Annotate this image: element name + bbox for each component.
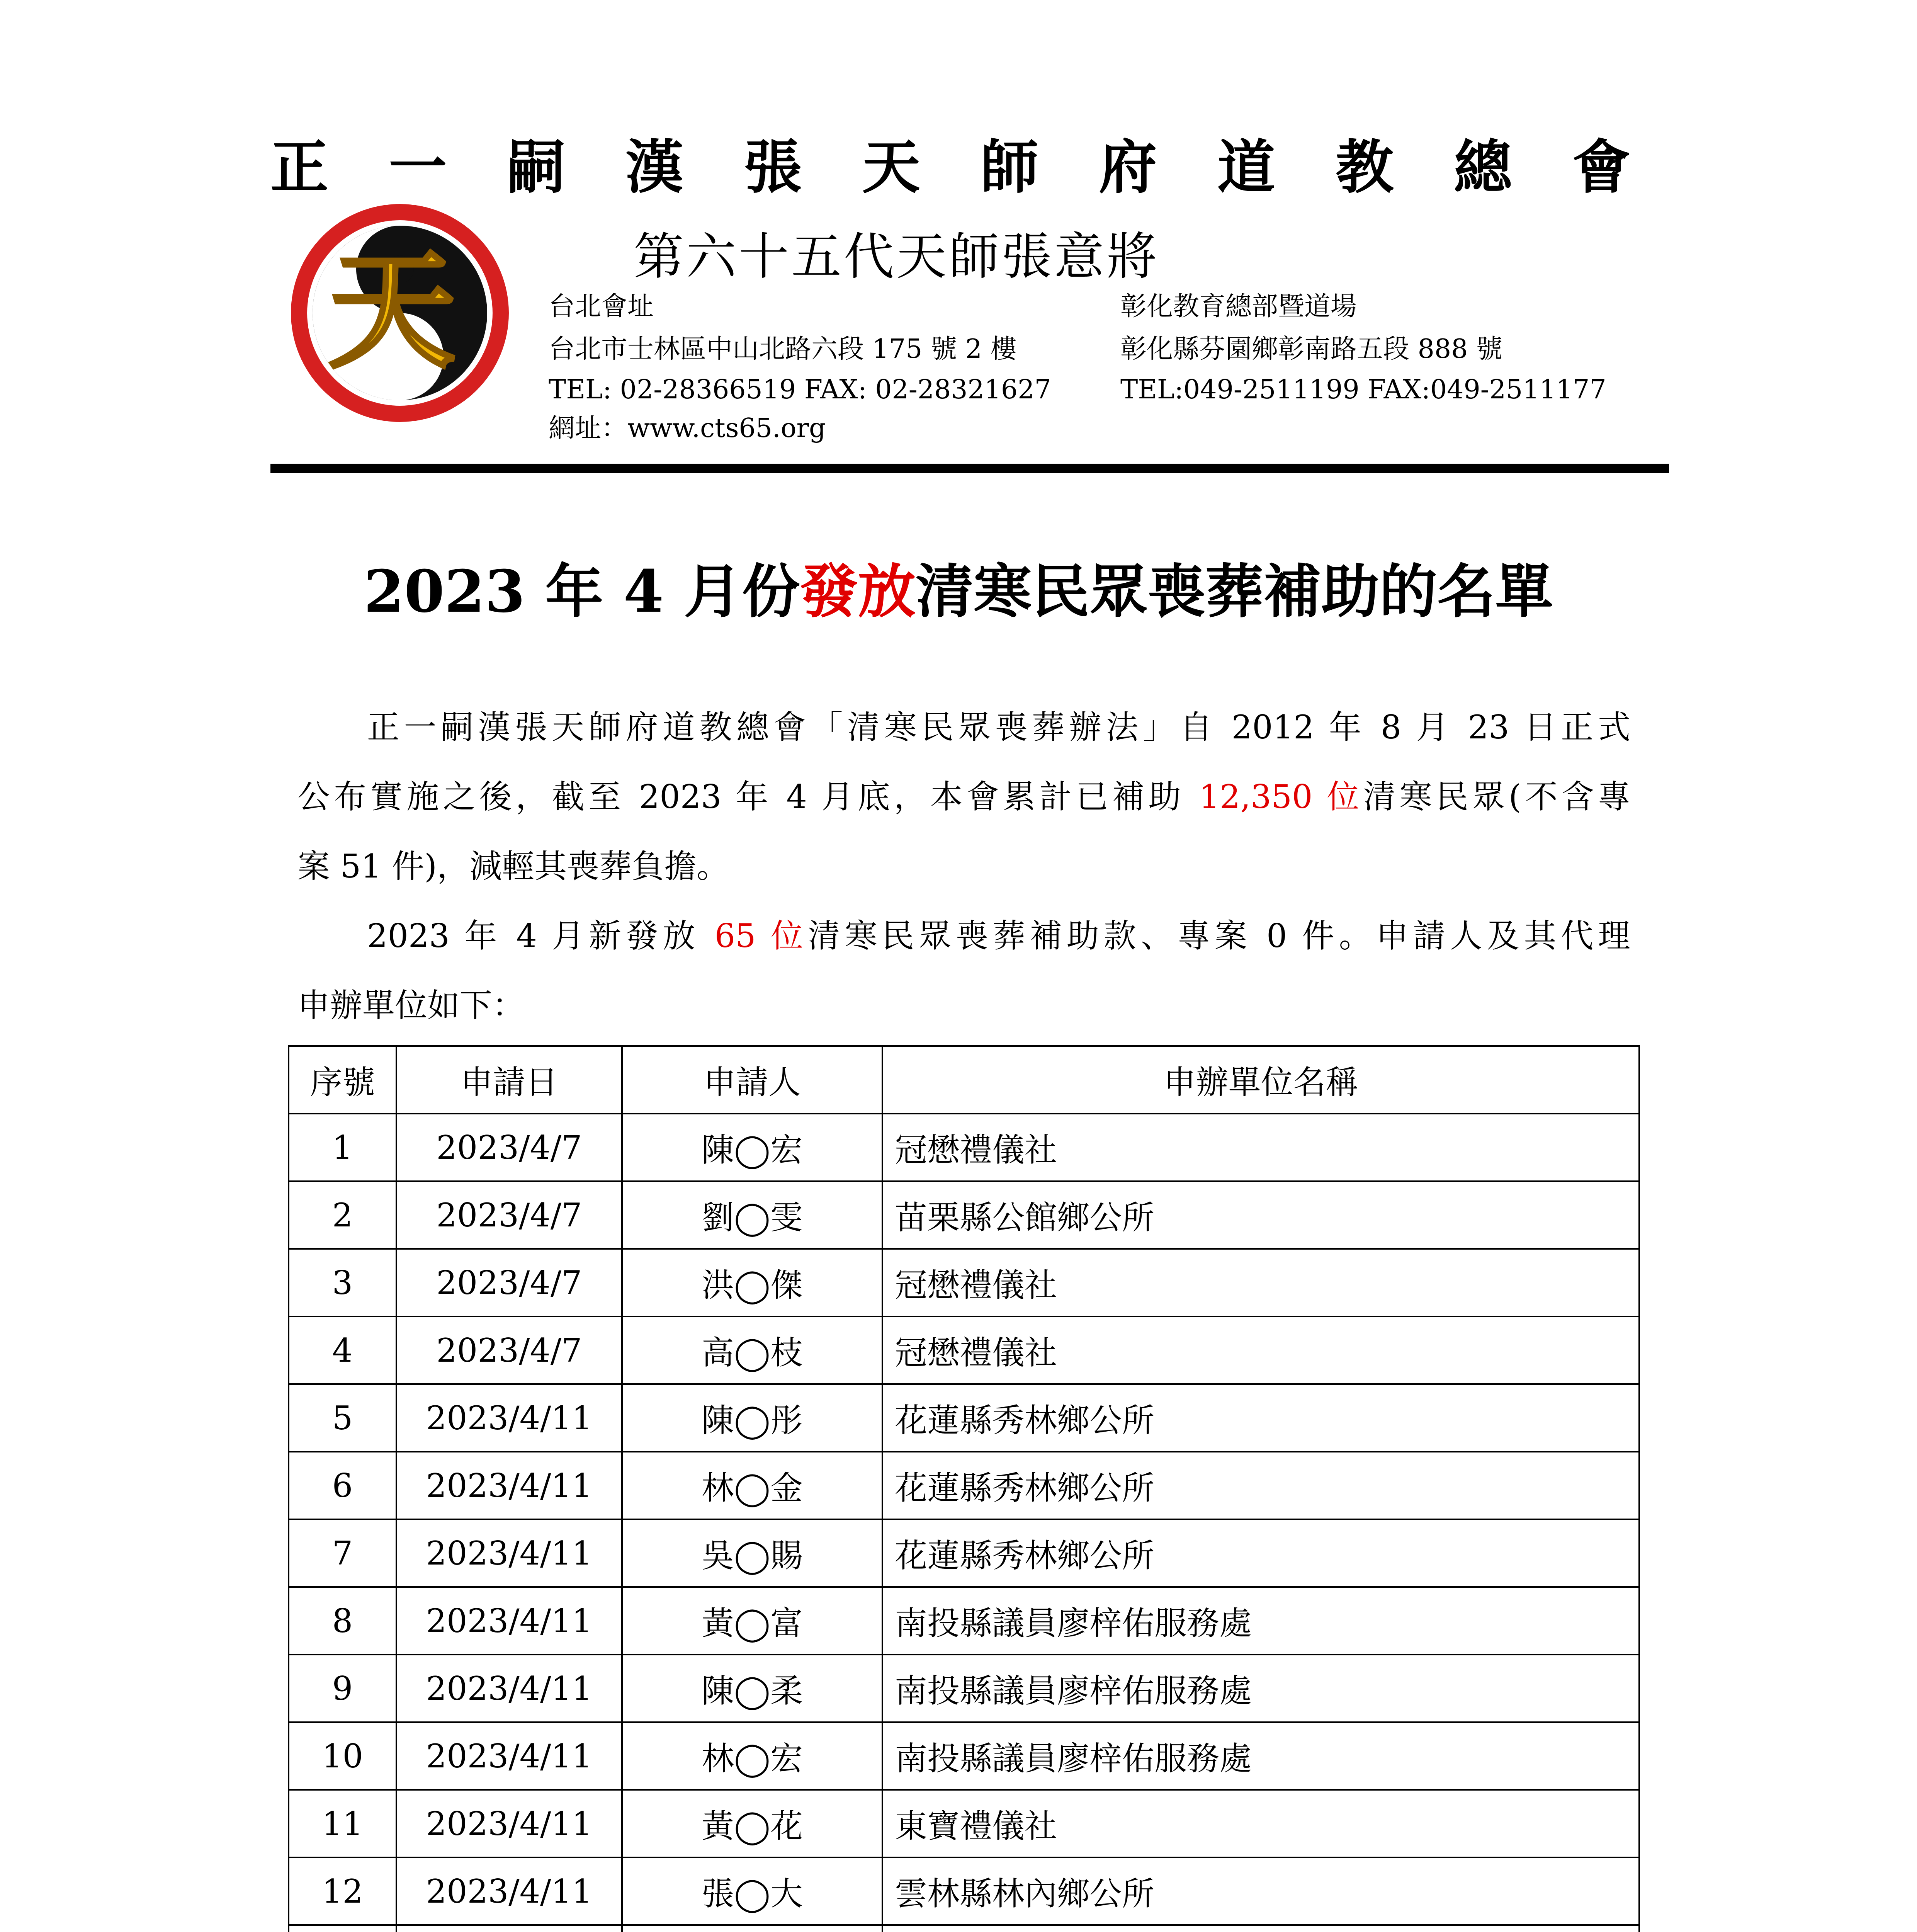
website-link[interactable]: 網址：www.cts65.org <box>549 413 826 444</box>
cell-date: 2023/4/11 <box>396 1722 622 1790</box>
header-applicant: 申請人 <box>622 1046 882 1114</box>
title-highlight: 發放 <box>800 558 916 626</box>
taipei-address: 台北市士林區中山北路六段 175 號 2 樓 <box>549 334 1017 364</box>
cell-agent <box>882 1925 1639 1932</box>
table-row <box>289 1587 1639 1655</box>
cell-date: 2023/4/11 <box>396 1790 622 1857</box>
cell-agent: 雲林縣林內鄉公所 <box>882 1857 1639 1925</box>
cell-agent: 冠懋禮儀社 <box>882 1114 1639 1181</box>
org-char: 一 <box>389 134 447 201</box>
cell-agent: 南投縣議員廖梓佑服務處 <box>882 1722 1639 1790</box>
table-row <box>289 1114 1639 1181</box>
header-no: 序號 <box>289 1046 396 1114</box>
cell-date: 2023/4/7 <box>396 1114 622 1181</box>
cell-agent: 花蓮縣秀林鄉公所 <box>882 1452 1639 1519</box>
cell-agent: 南投縣議員廖梓佑服務處 <box>882 1655 1639 1722</box>
changhua-address: 彰化縣芬園鄉彰南路五段 888 號 <box>1120 334 1503 364</box>
cell-no: 1 <box>289 1114 396 1181</box>
org-char: 正 <box>270 134 329 201</box>
document-title <box>0 545 1917 628</box>
table-row <box>289 1316 1639 1384</box>
cell-applicant: 洪◯傑 <box>622 1249 882 1316</box>
organization-name <box>270 128 1630 201</box>
org-char: 道 <box>1217 134 1275 201</box>
taiji-logo-icon <box>288 201 512 425</box>
table-row <box>289 1452 1639 1519</box>
cell-agent: 花蓮縣秀林鄉公所 <box>882 1384 1639 1452</box>
logo-character: 天 <box>328 236 456 386</box>
cell-date: 2023/4/11 <box>396 1857 622 1925</box>
intro-line-1: 正一嗣漢張天師府道教總會「清寒民眾喪葬辦法」自 2012 年 8 月 23 日正式 <box>367 708 1630 746</box>
cell-applicant: 吳◯賜 <box>622 1519 882 1587</box>
changhua-contact: TEL:049-2511199 FAX:049-2511177 <box>1120 374 1606 405</box>
cell-applicant: 劉◯雯 <box>622 1181 882 1249</box>
cell-no: 12 <box>289 1857 396 1925</box>
intro-line-4-tail: 清寒民眾喪葬補助款、專案 0 件。申請人及其代理 <box>807 917 1630 955</box>
org-char: 嗣 <box>507 134 565 201</box>
changhua-label: 彰化教育總部暨道場 <box>1120 291 1357 322</box>
intro-line-4-text: 2023 年 4 月新發放 <box>367 917 715 955</box>
table-row <box>289 1181 1639 1249</box>
cell-agent: 冠懋禮儀社 <box>882 1249 1639 1316</box>
header-date: 申請日 <box>396 1046 622 1114</box>
cell-date: 2023/4/7 <box>396 1249 622 1316</box>
cell-no: 3 <box>289 1249 396 1316</box>
cell-no: 6 <box>289 1452 396 1519</box>
org-char: 教 <box>1336 134 1394 201</box>
subsidy-table <box>288 1045 1640 1932</box>
cell-applicant: 高◯枝 <box>622 1316 882 1384</box>
total-subsidized-count: 12,350 位 <box>1199 778 1363 816</box>
table-row <box>289 1655 1639 1722</box>
cell-applicant <box>622 1925 882 1932</box>
cell-applicant: 林◯金 <box>622 1452 882 1519</box>
table-row <box>289 1857 1639 1925</box>
cell-no <box>289 1925 396 1932</box>
cell-no: 11 <box>289 1790 396 1857</box>
cell-agent: 南投縣議員廖梓佑服務處 <box>882 1587 1639 1655</box>
table-row <box>289 1722 1639 1790</box>
monthly-count: 65 位 <box>714 917 808 955</box>
table-row <box>289 1384 1639 1452</box>
cell-agent: 東寶禮儀社 <box>882 1790 1639 1857</box>
org-char: 師 <box>981 134 1039 201</box>
cell-no: 10 <box>289 1722 396 1790</box>
intro-line-2-text: 公布實施之後，截至 2023 年 4 月底，本會累計已補助 <box>297 778 1199 816</box>
intro-line-5: 申辦單位如下： <box>297 986 525 1024</box>
cell-no: 2 <box>289 1181 396 1249</box>
cell-date: 2023/4/7 <box>396 1316 622 1384</box>
cell-applicant: 陳◯柔 <box>622 1655 882 1722</box>
org-char: 漢 <box>625 134 684 201</box>
intro-line-4 <box>367 910 1630 957</box>
celestial-master-title: 第六十五代天師張意將 <box>634 227 1159 286</box>
table-row <box>289 1925 1639 1932</box>
cell-applicant: 黃◯花 <box>622 1790 882 1857</box>
cell-no: 4 <box>289 1316 396 1384</box>
cell-applicant: 黃◯富 <box>622 1587 882 1655</box>
table-header-row <box>289 1046 1639 1114</box>
cell-date: 2023/4/7 <box>396 1181 622 1249</box>
cell-applicant: 林◯宏 <box>622 1722 882 1790</box>
cell-date: 2023/4/11 <box>396 1519 622 1587</box>
header-agent: 申辦單位名稱 <box>882 1046 1639 1114</box>
cell-applicant: 陳◯彤 <box>622 1384 882 1452</box>
cell-date: 2023/4/11 <box>396 1587 622 1655</box>
title-suffix: 清寒民眾喪葬補助的名單 <box>916 558 1553 626</box>
cell-applicant: 陳◯宏 <box>622 1114 882 1181</box>
intro-line-2-tail: 清寒民眾(不含專 <box>1363 778 1631 816</box>
cell-agent: 苗栗縣公館鄉公所 <box>882 1181 1639 1249</box>
org-char: 總 <box>1454 134 1512 201</box>
org-char: 天 <box>862 134 920 201</box>
org-char: 會 <box>1572 134 1630 201</box>
cell-no: 9 <box>289 1655 396 1722</box>
cell-date: 2023/4/11 <box>396 1655 622 1722</box>
table-row <box>289 1249 1639 1316</box>
cell-date: 2023/4/11 <box>396 1384 622 1452</box>
intro-line-3: 案 51 件)，減輕其喪葬負擔。 <box>297 847 729 885</box>
cell-no: 8 <box>289 1587 396 1655</box>
org-char: 張 <box>744 134 802 201</box>
taipei-label: 台北會址 <box>549 291 654 322</box>
intro-line-2 <box>297 771 1630 818</box>
cell-agent: 花蓮縣秀林鄉公所 <box>882 1519 1639 1587</box>
taipei-contact: TEL: 02-28366519 FAX: 02-28321627 <box>549 374 1051 405</box>
cell-no: 7 <box>289 1519 396 1587</box>
table-row <box>289 1790 1639 1857</box>
cell-agent: 冠懋禮儀社 <box>882 1316 1639 1384</box>
table-row <box>289 1519 1639 1587</box>
cell-date: 2023/4/11 <box>396 1452 622 1519</box>
cell-applicant: 張◯大 <box>622 1857 882 1925</box>
org-char: 府 <box>1099 134 1157 201</box>
title-prefix: 2023 年 4 月份 <box>364 558 800 626</box>
cell-date <box>396 1925 622 1932</box>
header-divider <box>270 464 1669 473</box>
cell-no: 5 <box>289 1384 396 1452</box>
